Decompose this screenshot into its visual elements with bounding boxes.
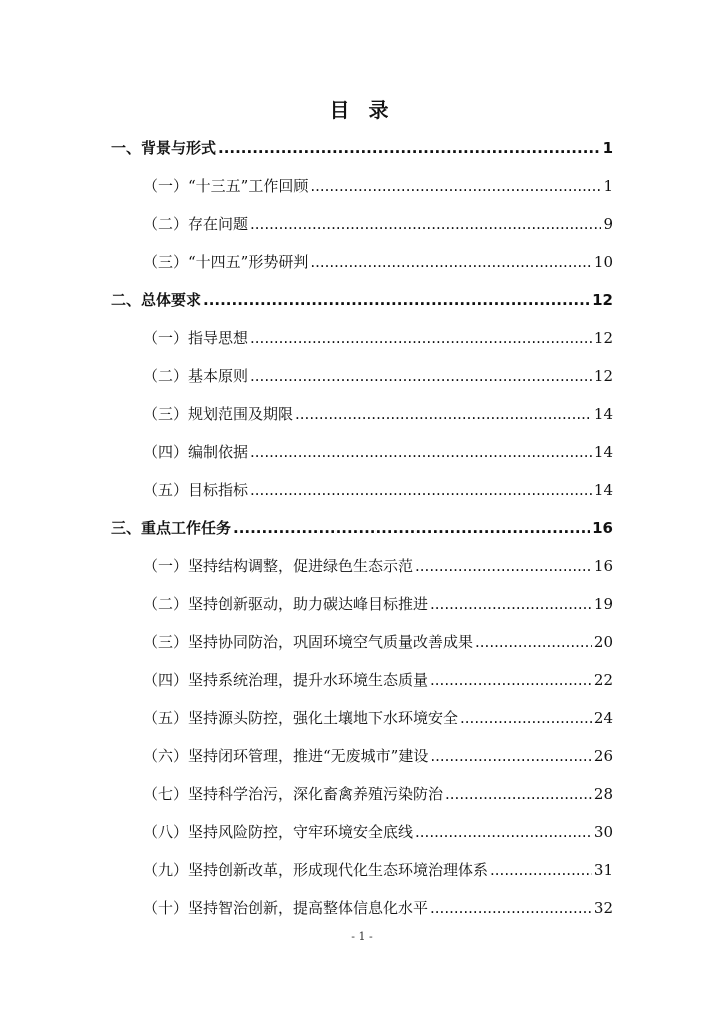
toc-title: 目 录	[329, 98, 395, 122]
page-footer-number: - 1 -	[351, 930, 373, 943]
toc-entry-label: （一）指导思想	[143, 329, 249, 347]
dot-leader	[250, 481, 592, 499]
toc-entry-label: （三）坚持协同防治，巩固环境空气质量改善成果	[143, 633, 474, 651]
toc-entry-subsection[interactable]	[143, 897, 613, 918]
toc-page-number: 1	[603, 177, 613, 195]
toc-page-number: 12	[592, 291, 613, 309]
toc-page-number: 19	[593, 595, 613, 613]
toc-entry-subsection[interactable]	[143, 555, 613, 576]
toc-page-number: 20	[593, 633, 613, 651]
toc-page-number: 16	[593, 557, 613, 575]
toc-entry-subsection[interactable]	[143, 707, 613, 728]
dot-leader	[415, 823, 592, 841]
toc-entry-subsection[interactable]	[143, 669, 613, 690]
dot-leader	[295, 405, 592, 423]
toc-page-number: 10	[593, 253, 613, 271]
toc-entry-label: （九）坚持创新改革，形成现代化生态环境治理体系	[143, 861, 489, 879]
toc-entry-subsection[interactable]	[143, 251, 613, 272]
dot-leader	[203, 291, 590, 309]
toc-page-number: 28	[593, 785, 613, 803]
toc-page-number: 32	[593, 899, 613, 917]
dot-leader	[475, 633, 592, 651]
dot-leader	[430, 671, 592, 689]
toc-entry-label: 三、重点工作任务	[111, 519, 232, 537]
toc-page-number: 31	[593, 861, 613, 879]
dot-leader	[250, 329, 592, 347]
toc-page-number: 12	[593, 329, 613, 347]
dot-leader	[250, 215, 601, 233]
dot-leader	[233, 519, 590, 537]
dot-leader	[490, 861, 592, 879]
dot-leader	[430, 595, 592, 613]
dot-leader	[250, 367, 592, 385]
toc-entry-subsection[interactable]	[143, 365, 613, 386]
toc-page-number: 24	[593, 709, 613, 727]
toc-entry-subsection[interactable]	[143, 327, 613, 348]
toc-entry-subsection[interactable]	[143, 783, 613, 804]
toc-entry-label: （八）坚持风险防控，守牢环境安全底线	[143, 823, 414, 841]
toc-page-number: 22	[593, 671, 613, 689]
toc-entry-label: （三）规划范围及期限	[143, 405, 294, 423]
toc-page-number: 12	[593, 367, 613, 385]
dot-leader	[460, 709, 592, 727]
dot-leader	[430, 899, 592, 917]
toc-entry-label: （三）“十四五”形势研判	[143, 253, 309, 271]
toc-entry-label: （四）编制依据	[143, 443, 249, 461]
dot-leader	[310, 253, 592, 271]
toc-entry-label: 一、背景与形式	[111, 139, 217, 157]
toc-entry-subsection[interactable]	[143, 175, 613, 196]
toc-entry-subsection[interactable]	[143, 859, 613, 880]
toc-entry-label: （十）坚持智治创新，提高整体信息化水平	[143, 899, 429, 917]
toc-entry-subsection[interactable]	[143, 631, 613, 652]
toc-entry-label: （四）坚持系统治理，提升水环境生态质量	[143, 671, 429, 689]
toc-entry-label: （六）坚持闭环管理，推进“无废城市”建设	[143, 747, 429, 765]
dot-leader	[445, 785, 592, 803]
toc-entry-label: （七）坚持科学治污，深化畜禽养殖污染防治	[143, 785, 444, 803]
toc-page-number: 26	[593, 747, 613, 765]
toc-entry-label: （二）存在问题	[143, 215, 249, 233]
toc-entry-subsection[interactable]	[143, 441, 613, 462]
dot-leader	[310, 177, 601, 195]
toc-page-number: 30	[593, 823, 613, 841]
toc-entry-label: 二、总体要求	[111, 291, 202, 309]
toc-entry-subsection[interactable]	[143, 593, 613, 614]
toc-entry-label: （一）坚持结构调整，促进绿色生态示范	[143, 557, 414, 575]
toc-page-number: 14	[593, 443, 613, 461]
toc-entry-section-2[interactable]	[111, 289, 613, 310]
toc-page-number: 9	[603, 215, 613, 233]
toc-page-number: 14	[593, 481, 613, 499]
toc-entry-label: （五）坚持源头防控，强化土壤地下水环境安全	[143, 709, 459, 727]
dot-leader	[218, 139, 601, 157]
toc-page-number: 1	[602, 139, 613, 157]
toc-entry-section-3[interactable]	[111, 517, 613, 538]
dot-leader	[415, 557, 592, 575]
toc-entry-subsection[interactable]	[143, 821, 613, 842]
toc-entry-label: （二）基本原则	[143, 367, 249, 385]
toc-entry-label: （二）坚持创新驱动，助力碳达峰目标推进	[143, 595, 429, 613]
toc-entry-subsection[interactable]	[143, 479, 613, 500]
toc-entry-subsection[interactable]	[143, 213, 613, 234]
toc-entry-label: （一）“十三五”工作回顾	[143, 177, 309, 195]
toc-page-number: 16	[592, 519, 613, 537]
toc-entry-subsection[interactable]	[143, 403, 613, 424]
dot-leader	[250, 443, 592, 461]
toc-entry-label: （五）目标指标	[143, 481, 249, 499]
toc-page-number: 14	[593, 405, 613, 423]
dot-leader	[430, 747, 592, 765]
toc-entry-section-1[interactable]	[111, 137, 613, 158]
toc-entry-subsection[interactable]	[143, 745, 613, 766]
